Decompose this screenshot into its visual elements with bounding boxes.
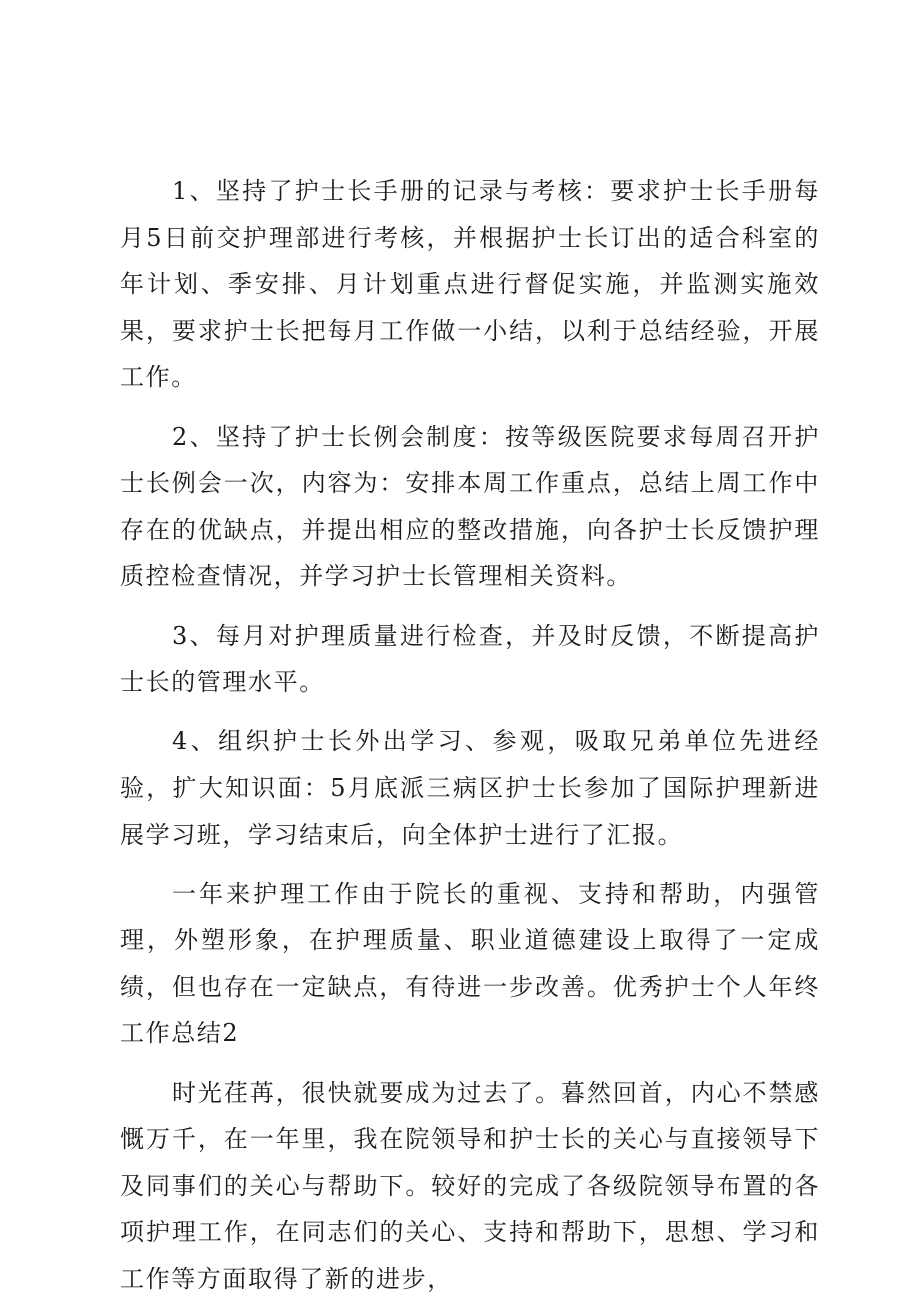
paragraph-3: 3、每月对护理质量进行检查，并及时反馈，不断提高护士长的管理水平。 [120, 621, 820, 697]
paragraph-1: 1、坚持了护士长手册的记录与考核：要求护士长手册每月5日前交护理部进行考核，并根据护士长订出的适合科室的年计划、季安排、月计划重点进行督促实施，并监测实施效果，要求护士长把每月工作做一小结，以利于总结经验，开展工作。 [120, 177, 820, 392]
paragraph-4: 4、组织护士长外出学习、参观，吸取兄弟单位先进经验，扩大知识面：5月底派三病区护士长参加了国际护理新进展学习班，学习结束后，向全体护士进行了汇报。 [120, 727, 820, 849]
paragraph-6: 时光荏苒，很快就要成为过去了。暮然回首，内心不禁感慨万千，在一年里，我在院领导和护士长的关心与直接领导下及同事们的关心与帮助下。较好的完成了各级院领导布置的各项护理工作，在同志们的关心、支持和帮助下，思想、学习和工作等方面取得了新的进步， [120, 1078, 820, 1294]
document-body [120, 168, 820, 1315]
paragraph-2: 2、坚持了护士长例会制度：按等级医院要求每周召开护士长例会一次，内容为：安排本周工作重点，总结上周工作中存在的优缺点，并提出相应的整改措施，向各护士长反馈护理质控检查情况，并学习护士长管理相关资料。 [120, 422, 820, 591]
paragraph-5: 一年来护理工作由于院长的重视、支持和帮助，内强管理，外塑形象，在护理质量、职业道德建设上取得了一定成绩，但也存在一定缺点，有待进一步改善。优秀护士个人年终工作总结2 [120, 879, 820, 1048]
